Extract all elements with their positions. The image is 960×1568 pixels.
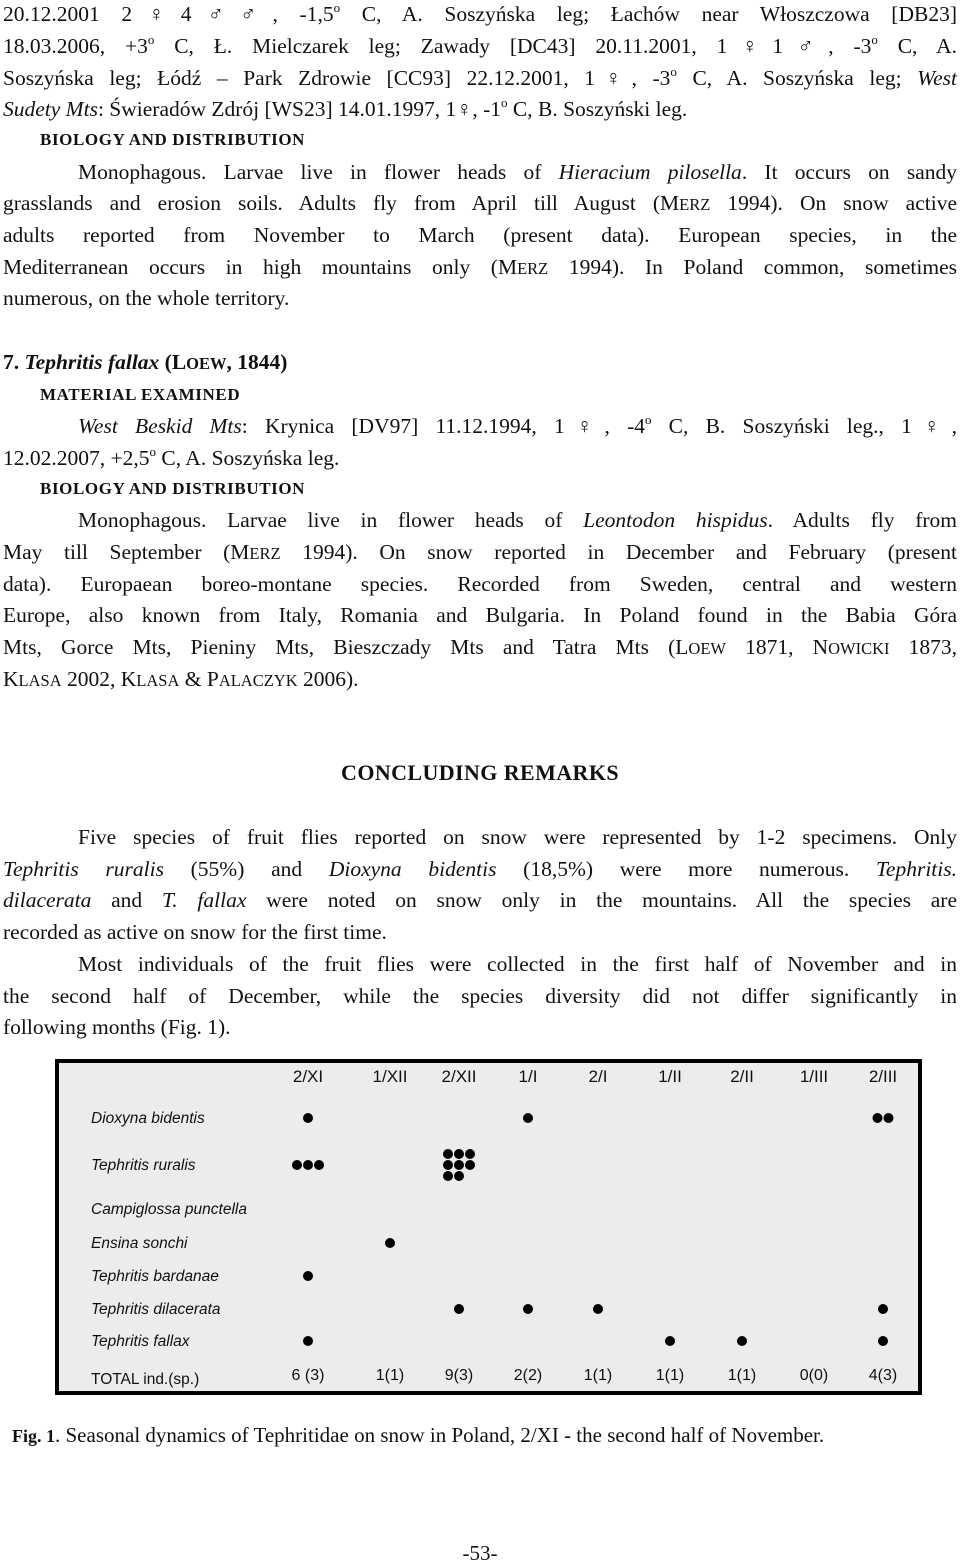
bio1-line-5: numerous, on the whole territory. — [3, 286, 290, 310]
bio1-line-1: Monophagous. Larvae live in flower heads of Hieracium pilosella. It occurs on sandy — [78, 160, 957, 184]
species-label: Tephritis ruralis — [91, 1157, 196, 1174]
material-line-4: Sudety Mts: Świeradów Zdrój [WS23] 14.01.1997, 1♀, -1$^o$ C, B. Soszyński leg. — [3, 94, 688, 121]
record-dot — [303, 1113, 313, 1123]
record-dot — [454, 1171, 464, 1181]
column-header-9: 2/III — [868, 1067, 898, 1086]
record-dot — [443, 1149, 453, 1159]
material-line-2: 18.03.2006, $+3^o$ C, Ł. Mielczarek leg; Zawady [DC43] 20.11.2001, 1♀1♂, -3$^o$ C, A. — [3, 31, 957, 58]
record-dot — [454, 1304, 464, 1314]
total-label: TOTAL ind.(sp.) — [91, 1371, 200, 1388]
page-number: -53- — [462, 1541, 498, 1565]
species-label: Dioxyna bidentis — [91, 1110, 205, 1127]
record-dot — [465, 1160, 475, 1170]
record-dot — [523, 1113, 533, 1123]
species-label: Campiglossa punctella — [91, 1201, 247, 1218]
record-dot — [303, 1160, 313, 1170]
material-line-1: 20.12.2001 2♀4♂♂, -1,5$^o$ C, A. Soszyńska leg; Łachów near Włoszczowa [DB23] — [3, 0, 957, 26]
column-header-5: 2/I — [588, 1067, 608, 1086]
record-dot — [884, 1113, 894, 1123]
total-value: 0(0) — [799, 1367, 829, 1384]
record-dot — [737, 1336, 747, 1346]
record-dot — [443, 1160, 453, 1170]
sp7-bio-line-5: Mts, Gorce Mts, Pieniny Mts, Bieszczady Mts and Tatra Mts (LOEW 1871, NOWICKI 1873, — [3, 635, 957, 659]
material-examined-heading: MATERIAL EXAMINED — [40, 385, 241, 404]
record-dot — [443, 1171, 453, 1181]
figure-caption: Fig. 1. Seasonal dynamics of Tephritidae on snow in Poland, 2/XI - the second half of November. — [12, 1423, 825, 1447]
biology-heading-2: BIOLOGY AND DISTRIBUTION — [40, 479, 306, 498]
total-value: 1(1) — [375, 1367, 405, 1384]
record-dot — [292, 1160, 302, 1170]
record-dot — [873, 1113, 883, 1123]
conclusion-p1-line-4: recorded as active on snow for the first time. — [3, 920, 387, 944]
species-label: Tephritis fallax — [91, 1333, 190, 1350]
conclusion-p2-line-1: Most individuals of the fruit flies were collected in the first half of November and in — [78, 952, 957, 976]
sp7-material-line-1: West Beskid Mts: Krynica [DV97] 11.12.1994, 1♀, -4$^o$ C, B. Soszyński leg., 1♀, — [78, 411, 958, 438]
total-value: 4(3) — [868, 1367, 898, 1384]
record-dot — [878, 1336, 888, 1346]
sp7-bio-line-2: May till September (MERZ 1994). On snow reported in December and February (present — [3, 540, 957, 564]
record-dot — [523, 1304, 533, 1314]
total-value: 6 (3) — [291, 1367, 325, 1384]
column-header-4: 1/I — [518, 1067, 538, 1086]
bio1-line-3: adults reported from November to March (present data). European species, in the — [3, 223, 957, 247]
column-header-3: 2/XII — [441, 1067, 477, 1086]
sp7-bio-line-3: data). Europaean boreo-montane species. Recorded from Sweden, central and western — [3, 572, 957, 596]
conclusion-p2-line-3: following months (Fig. 1). — [3, 1015, 231, 1039]
conclusion-p1-line-2: Tephritis ruralis (55%) and Dioxyna bidentis (18,5%) were more numerous. Tephritis. — [3, 857, 957, 881]
column-header-8: 1/III — [799, 1067, 829, 1086]
sp7-bio-line-1: Monophagous. Larvae live in flower heads of Leontodon hispidus. Adults fly from — [78, 508, 957, 532]
sp7-material-line-2: 12.02.2007, $+2,5^o$ C, A. Soszyńska leg. — [3, 443, 340, 470]
record-dot — [314, 1160, 324, 1170]
material-line-3: Soszyńska leg; Łódź – Park Zdrowie [CC93] 22.12.2001, 1♀, -3$^o$ C, A. Soszyńska leg; West — [3, 63, 957, 90]
record-dot — [303, 1336, 313, 1346]
record-dot — [454, 1160, 464, 1170]
species-label: Tephritis dilacerata — [91, 1301, 221, 1318]
column-header-6: 1/II — [658, 1067, 682, 1086]
total-value: 9(3) — [444, 1367, 474, 1384]
record-dot — [878, 1304, 888, 1314]
sp7-bio-line-4: Europe, also known from Italy, Romania and Bulgaria. In Poland found in the Babia Góra — [3, 603, 957, 627]
record-dot — [385, 1238, 395, 1248]
total-value: 1(1) — [727, 1367, 757, 1384]
sp7-bio-line-6: KLASA 2002, KLASA & PALACZYK 2006). — [3, 667, 359, 691]
bio1-line-2: grasslands and erosion soils. Adults fly from April till August (MERZ 1994). On snow active — [3, 191, 958, 215]
figure-label: Fig. 1 — [12, 1426, 55, 1446]
column-header-7: 2/II — [730, 1067, 754, 1086]
conclusion-p1-line-1: Five species of fruit flies reported on snow were represented by 1-2 specimens. Only — [78, 825, 957, 849]
total-value: 2(2) — [513, 1367, 543, 1384]
record-dot — [454, 1149, 464, 1159]
record-dot — [465, 1149, 475, 1159]
species-label: Tephritis bardanae — [91, 1268, 219, 1285]
conclusion-p1-line-3: dilacerata and T. fallax were noted on snow only in the mountains. All the species are — [3, 888, 958, 912]
column-header-2: 1/XII — [372, 1067, 408, 1086]
total-value: 1(1) — [655, 1367, 685, 1384]
biology-heading-1: BIOLOGY AND DISTRIBUTION — [40, 130, 306, 149]
species-label: Ensina sonchi — [91, 1235, 188, 1252]
record-dot — [593, 1304, 603, 1314]
concluding-remarks-title: CONCLUDING REMARKS — [341, 760, 619, 785]
record-dot — [303, 1271, 313, 1281]
record-dot — [665, 1336, 675, 1346]
conclusion-p2-line-2: the second half of December, while the species diversity did not differ significantly in — [3, 984, 957, 1008]
total-value: 1(1) — [583, 1367, 613, 1384]
column-header-1: 2/XI — [292, 1067, 324, 1086]
bio1-line-4: Mediterranean occurs in high mountains only (MERZ 1994). In Poland common, sometimes — [3, 255, 957, 279]
species-7-heading: 7. Tephritis fallax (LOEW, 1844) — [3, 350, 288, 374]
